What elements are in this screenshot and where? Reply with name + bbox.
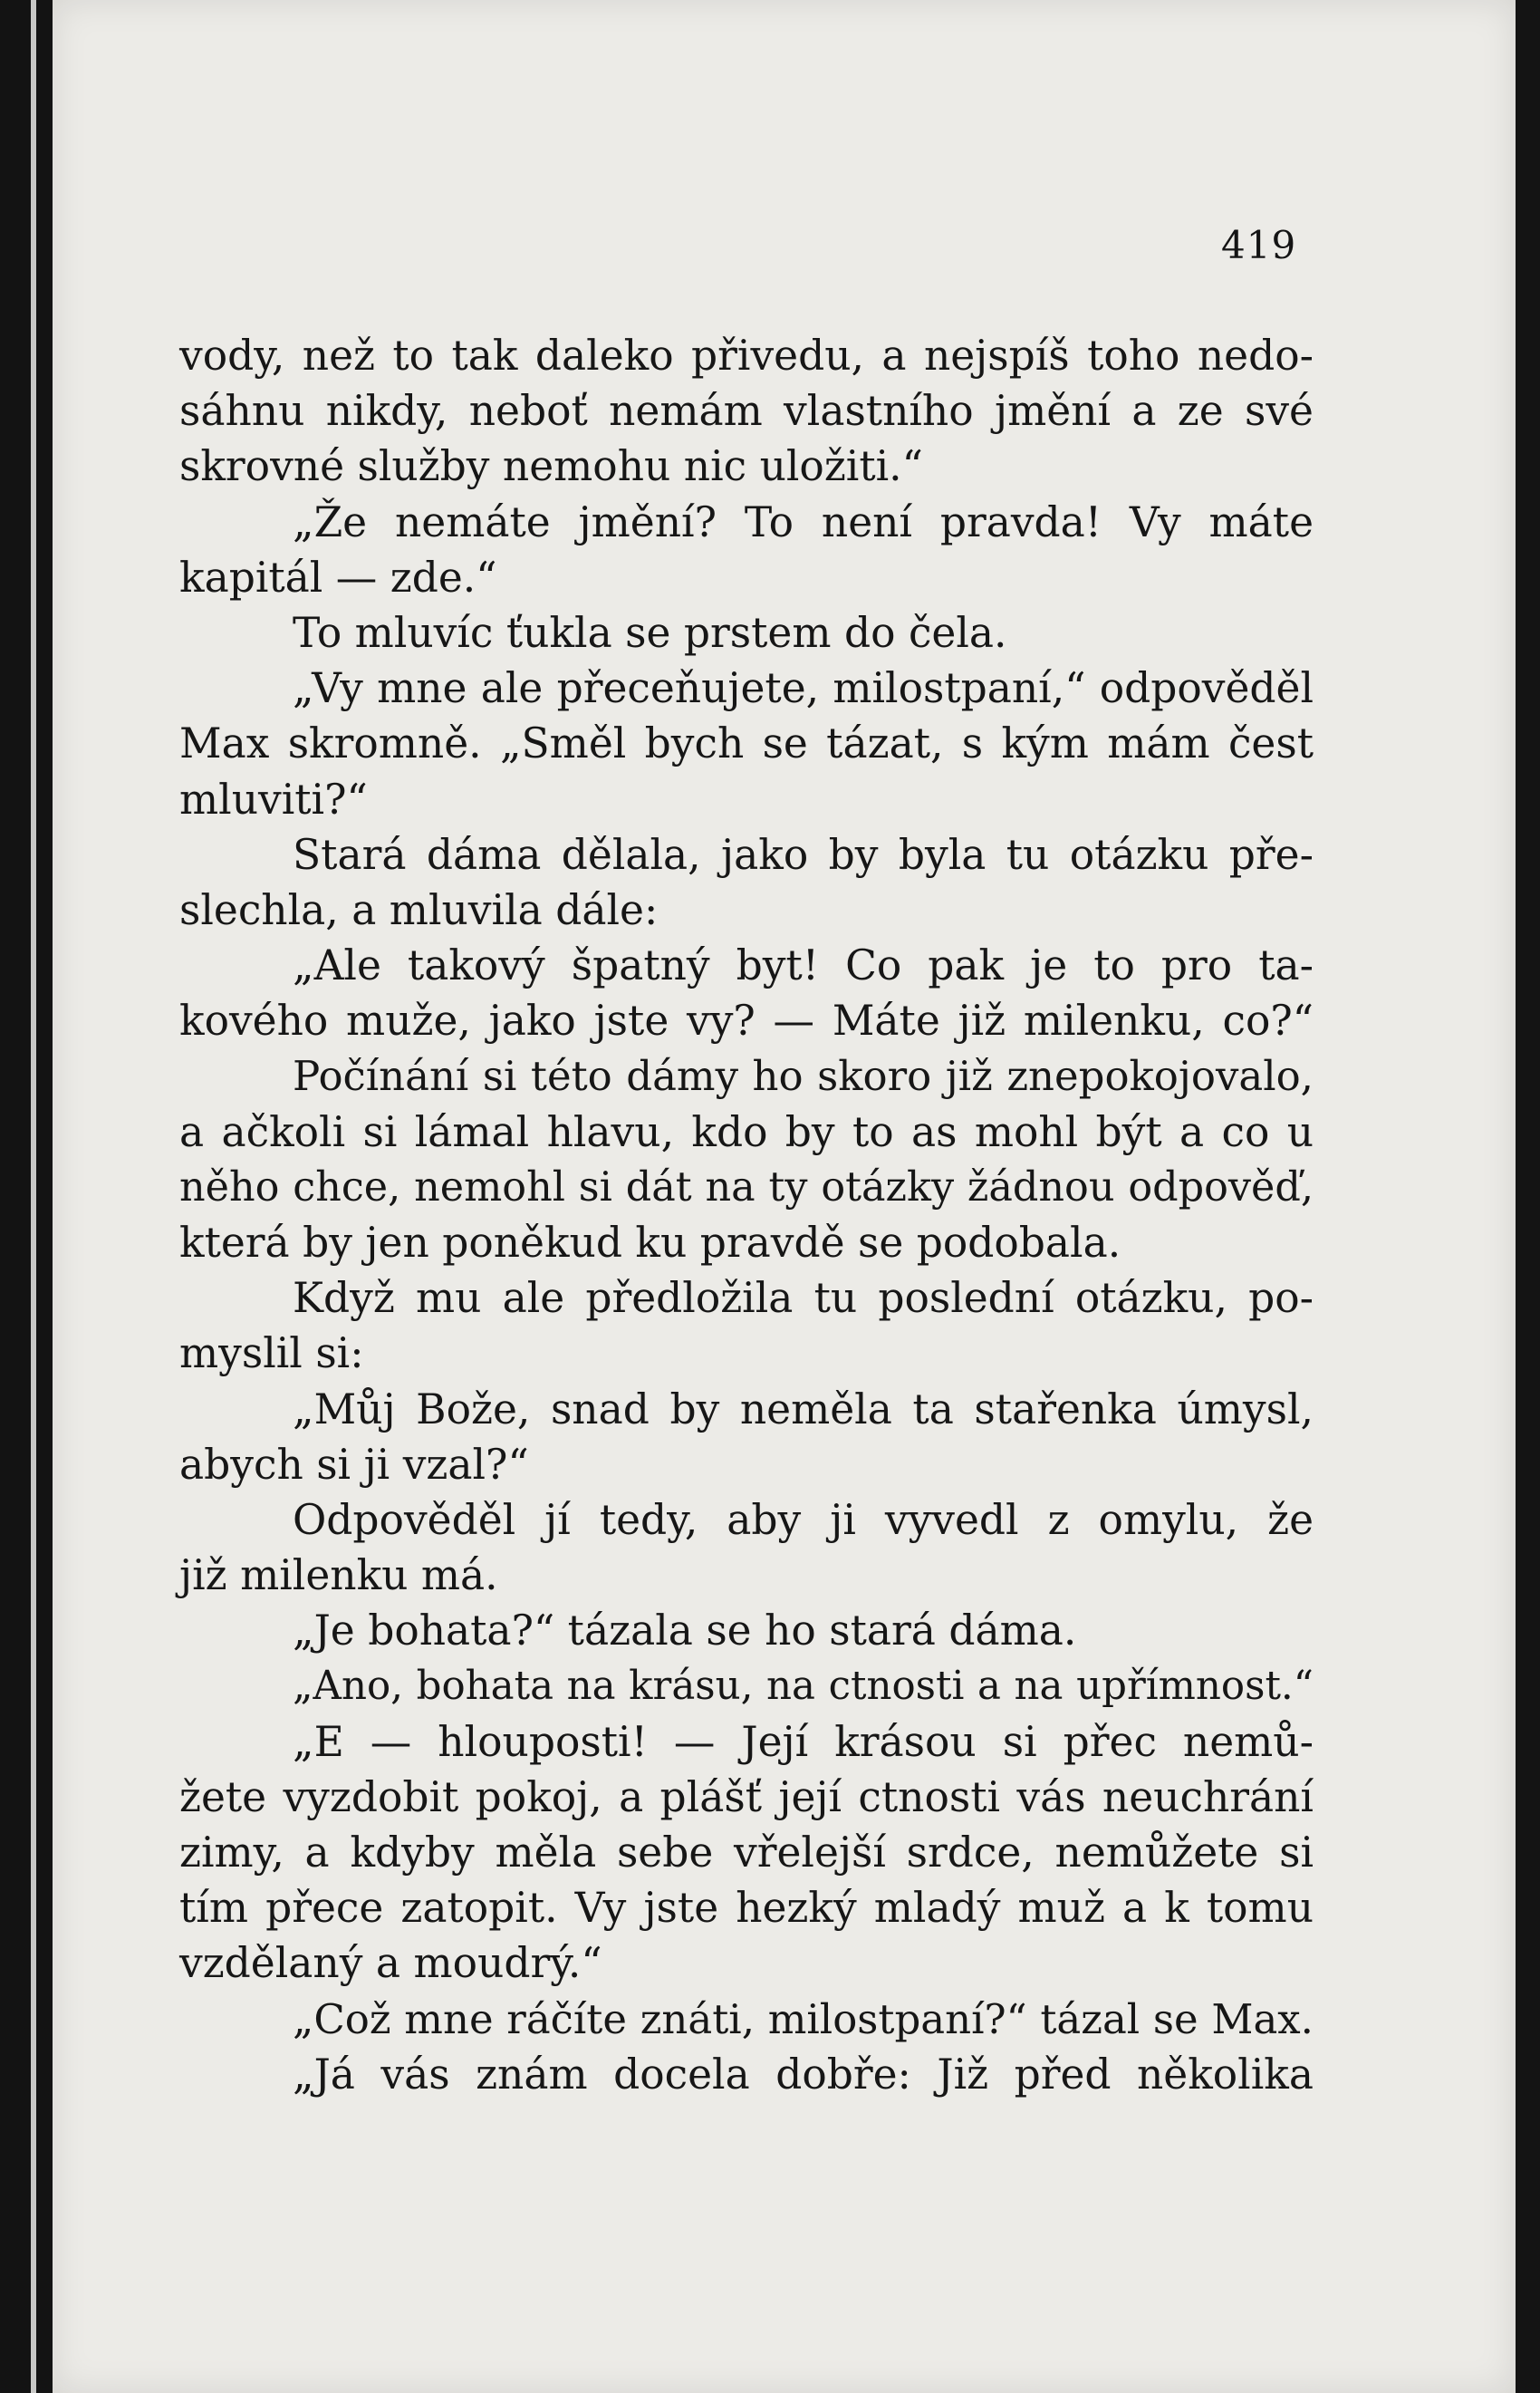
text-line: Stará dáma dělala, jako by byla tu otázku pře- (293, 830, 1314, 879)
text-line: sáhnu nikdy, neboť nemám vlastního jmění a ze své (179, 387, 1314, 436)
text-line: „Vy mne ale přeceňujete, milostpaní,“ odpověděl (293, 664, 1314, 713)
scan-border (1516, 0, 1540, 2393)
text-line: která by jen poněkud ku pravdě se podobala. (179, 1219, 1121, 1267)
text-line: kového muže, jako jste vy? — Máte již milenku, co?“ (179, 997, 1314, 1046)
text-line: „Že nemáte jmění? To není pravda! Vy máte (293, 497, 1314, 546)
text-line: vody, než to tak daleko přivedu, a nejspíš toho nedo- (179, 332, 1314, 380)
text-line: „Ale takový špatný byt! Co pak je to pro ta- (293, 941, 1314, 990)
text-line: myslil si: (179, 1329, 364, 1378)
text-line: skrovné služby nemohu nic uložiti.“ (179, 442, 923, 491)
text-line: To mluvíc ťukla se prstem do čela. (293, 608, 1007, 657)
page-text (179, 328, 1314, 2102)
text-line: „Což mne ráčíte znáti, milostpaní?“ tázal se Max. (293, 1994, 1314, 2043)
text-line: kapitál — zde.“ (179, 553, 497, 602)
text-line: mluviti?“ (179, 775, 368, 824)
page-number: 419 (1221, 223, 1297, 267)
text-line: „Je bohata?“ tázala se ho stará dáma. (293, 1607, 1077, 1655)
text-line: slechla, a mluvila dále: (179, 885, 659, 934)
binding-edge (31, 0, 36, 2393)
text-line: Odpověděl jí tedy, aby ji vyvedl z omylu, že (293, 1495, 1314, 1544)
text-line: žete vyzdobit pokoj, a plášť její ctnosti vás neuchrání (179, 1772, 1314, 1821)
text-line: Počínání si této dámy ho skoro již znepokojovalo, (293, 1052, 1314, 1101)
text-line: a ačkoli si lámal hlavu, kdo by to as mohl být a co u (179, 1107, 1314, 1156)
text-line: něho chce, nemohl si dát na ty otázky žádnou odpověď, (179, 1163, 1314, 1211)
text-line: „Já vás znám docela dobře: Již před několika (293, 2050, 1314, 2099)
text-line: „Můj Bože, snad by neměla ta stařenka úmysl, (293, 1385, 1314, 1433)
text-line: „E — hlouposti! — Její krásou si přec nemů- (293, 1717, 1314, 1766)
text-line: abych si ji vzal?“ (179, 1440, 529, 1489)
text-line: Max skromně. „Směl bych se tázat, s kým mám čest (179, 719, 1314, 768)
text-line: tím přece zatopit. Vy jste hezký mladý muž a k tomu (179, 1884, 1314, 1933)
text-line: „Ano, bohata na krásu, na ctnosti a na upřímnost.“ (293, 1663, 1314, 1709)
text-line: již milenku má. (179, 1551, 498, 1600)
text-line: Když mu ale předložila tu poslední otázku, po- (293, 1274, 1314, 1323)
text-line: vzdělaný a moudrý.“ (179, 1939, 602, 1988)
text-line: zimy, a kdyby měla sebe vřelejší srdce, nemůžete si (179, 1829, 1314, 1877)
